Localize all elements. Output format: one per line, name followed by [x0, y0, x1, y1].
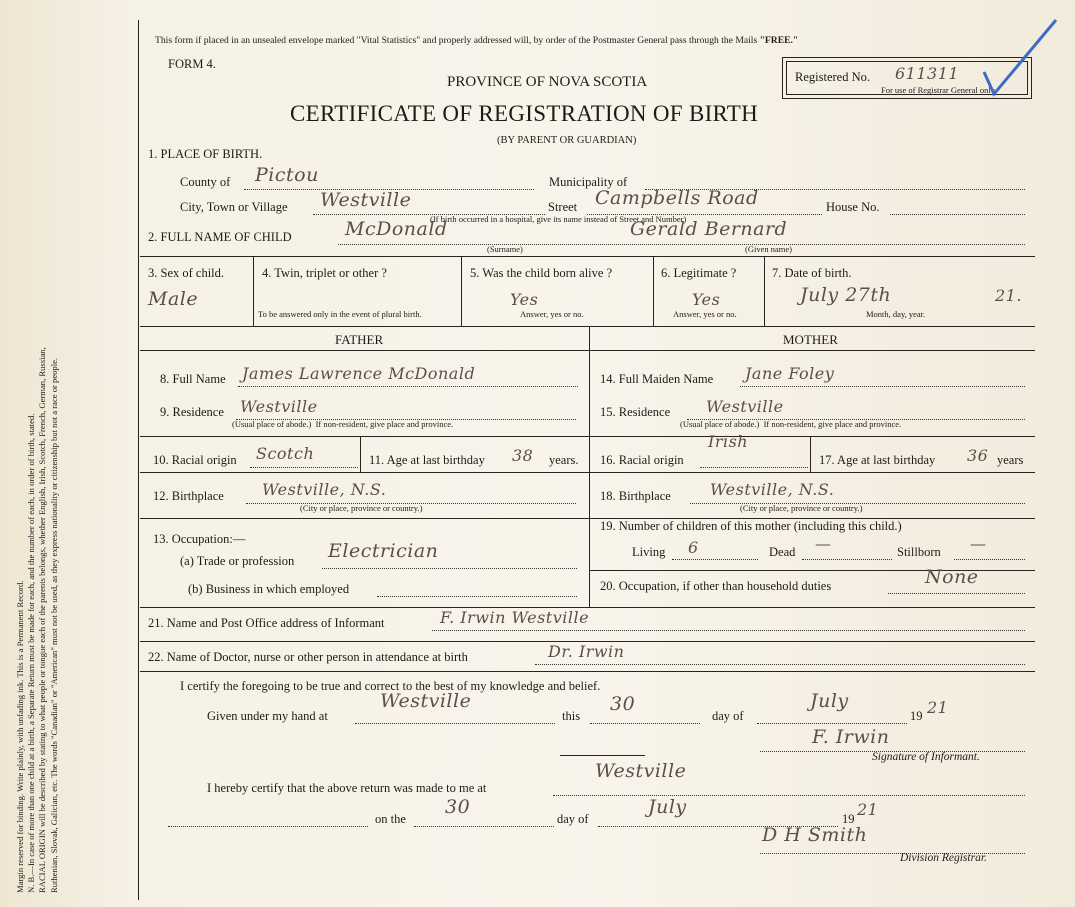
margin-rule	[138, 20, 139, 900]
envelope-note: This form if placed in an unsealed envelope marked "Vital Statistics" and properly addressed will, by order of the Postmaster General pass through the Mails "FREE."	[155, 35, 799, 46]
mother-years: years	[997, 453, 1024, 467]
father-residence-label: 9. Residence	[160, 405, 224, 419]
father-occupation-label: 13. Occupation:—	[153, 532, 246, 546]
living-value: 6	[688, 538, 699, 557]
legitimate-value: Yes	[692, 290, 721, 309]
registrar-statement: I hereby certify that the above return was made to me at	[207, 781, 487, 795]
father-racial-label: 10. Racial origin	[153, 453, 237, 467]
street-value: Campbells Road	[595, 187, 759, 209]
father-age-value: 38	[512, 446, 534, 465]
alive-note: Answer, yes or no.	[520, 309, 584, 319]
father-heading: FATHER	[335, 332, 384, 347]
given-month-value: July	[810, 690, 849, 712]
informant-label: 21. Name and Post Office address of Informant	[148, 616, 385, 630]
father-racial-value: Scotch	[256, 444, 315, 463]
given-note: (Given name)	[745, 244, 792, 254]
mother-occupation-value: None	[925, 566, 979, 588]
mother-racial-label: 16. Racial origin	[600, 453, 684, 467]
given-day-value: 30	[610, 693, 636, 715]
registered-label: Registered No.	[795, 70, 870, 84]
registrar-year-prefix: 19	[842, 812, 855, 826]
mother-name-label: 14. Full Maiden Name	[600, 372, 714, 386]
father-name-label: 8. Full Name	[160, 372, 226, 386]
twin-note: To be answered only in the event of plural birth.	[258, 309, 422, 319]
legitimate-note: Answer, yes or no.	[673, 309, 737, 319]
certificate-subtitle: (BY PARENT OR GUARDIAN)	[497, 135, 637, 146]
given-place-value: Westville	[380, 690, 472, 712]
margin-note-2: N. B.—In case of more than one child at a birth, a Separate Return must be made for each, and the number of each, in order of birth, stated.	[26, 413, 37, 893]
mother-racial-value: Irish	[708, 432, 749, 451]
stillborn-value: —	[970, 534, 987, 553]
trade-value: Electrician	[328, 540, 439, 562]
dob-value: July 27th	[800, 284, 892, 306]
certificate-title: CERTIFICATE OF REGISTRATION OF BIRTH	[290, 101, 759, 126]
dead-label: Dead	[769, 545, 796, 559]
dead-value: —	[815, 534, 832, 553]
mother-heading: MOTHER	[783, 332, 838, 347]
mother-birthplace-label: 18. Birthplace	[600, 489, 671, 503]
father-residence-value: Westville	[240, 397, 318, 416]
place-of-birth-label: 1. PLACE OF BIRTH.	[148, 147, 263, 161]
dob-label: 7. Date of birth.	[772, 266, 852, 280]
father-age-label: 11. Age at last birthday	[369, 453, 485, 467]
alive-value: Yes	[510, 290, 539, 309]
registered-number: 611311	[895, 64, 960, 83]
mother-occupation-label: 20. Occupation, if other than household duties	[600, 579, 832, 593]
doctor-value: Dr. Irwin	[548, 642, 625, 661]
child-name-label: 2. FULL NAME OF CHILD	[148, 230, 292, 244]
county-value: Pictou	[255, 164, 319, 186]
registrar-day-value: 30	[445, 796, 471, 818]
year-prefix: 19	[910, 709, 923, 723]
mother-abode-note: (Usual place of abode.) If non-resident, give place and province.	[680, 419, 902, 429]
mother-residence-label: 15. Residence	[600, 405, 671, 419]
father-years: years.	[549, 453, 579, 467]
trade-label: (a) Trade or profession	[180, 554, 295, 568]
alive-label: 5. Was the child born alive ?	[470, 266, 613, 280]
sex-label: 3. Sex of child.	[148, 266, 225, 280]
given-year-value: 21	[927, 698, 949, 717]
margin-note-1: Margin reserved for binding. Write plainly, with unfading ink. This is a Permanent Record.	[15, 580, 25, 893]
twin-label: 4. Twin, triplet or other ?	[262, 266, 387, 280]
father-name-value: James Lawrence McDonald	[242, 364, 476, 383]
informant-value: F. Irwin Westville	[440, 608, 590, 627]
registrar-month-value: July	[648, 796, 687, 818]
father-abode-note: (Usual place of abode.) If non-resident, give place and province.	[232, 419, 454, 429]
child-surname-value: McDonald	[345, 218, 448, 240]
free-mark: "FREE."	[759, 35, 799, 46]
registrar-place-value: Westville	[595, 760, 687, 782]
dayof-label: day of	[712, 709, 744, 723]
street-label: Street	[548, 200, 578, 214]
sex-value: Male	[148, 288, 199, 310]
business-label: (b) Business in which employed	[188, 582, 350, 596]
father-birthplace-note: (City or place, province or country.)	[300, 503, 423, 513]
registrar-signature: D H Smith	[762, 824, 868, 846]
province-heading: PROVINCE OF NOVA SCOTIA	[447, 74, 648, 90]
children-label: 19. Number of children of this mother (including this child.)	[600, 519, 902, 533]
form-number: FORM 4.	[168, 57, 216, 71]
dob-note: Month, day, year.	[866, 309, 926, 319]
registrar-dayof-label: day of	[557, 812, 589, 826]
registrar-title: Division Registrar.	[900, 852, 987, 864]
margin-note-3: RACIAL ORIGIN will be described by stating to what people or tongue each of the parents belongs, whether English, Irish, Scotch, French, German, Russian,	[37, 347, 48, 893]
surname-note: (Surname)	[487, 244, 523, 254]
city-value: Westville	[320, 189, 412, 211]
dob-year-value: 21.	[995, 286, 1022, 305]
doctor-label: 22. Name of Doctor, nurse or other person in attendance at birth	[148, 650, 468, 664]
this-label: this	[562, 709, 581, 723]
margin-notes	[15, 13, 60, 893]
mother-age-label: 17. Age at last birthday	[819, 453, 936, 467]
child-given-value: Gerald Bernard	[630, 218, 788, 240]
on-label: on the	[375, 812, 406, 826]
county-label: County of	[180, 175, 231, 189]
registrar-year-value: 21	[857, 800, 879, 819]
father-birthplace-value: Westville, N.S.	[262, 480, 387, 499]
mother-birthplace-value: Westville, N.S.	[710, 480, 835, 499]
registrar-use-note: For use of Registrar General only.	[881, 85, 997, 95]
margin-note-4: Ruthenian, Slovak, Galician, etc. The words "Canadian" or "American" must not be used, as they express nationality or citizenship but not a race or people.	[48, 357, 59, 893]
house-label: House No.	[826, 200, 880, 214]
hospital-note: (If birth occurred in a hospital, give its name instead of Street and Number)	[430, 214, 687, 224]
informant-signature: F. Irwin	[812, 726, 890, 748]
signature-label: Signature of Informant.	[872, 751, 980, 763]
living-label: Living	[632, 545, 666, 559]
check-mark-icon	[980, 16, 1060, 100]
given-label: Given under my hand at	[207, 709, 328, 723]
city-label: City, Town or Village	[180, 200, 288, 214]
mother-residence-value: Westville	[706, 397, 784, 416]
mother-age-value: 36	[967, 446, 989, 465]
mother-birthplace-note: (City or place, province or country.)	[740, 503, 863, 513]
father-birthplace-label: 12. Birthplace	[153, 489, 224, 503]
mother-name-value: Jane Foley	[745, 364, 835, 383]
certify-statement: I certify the foregoing to be true and correct to the best of my knowledge and belief.	[180, 679, 601, 693]
stillborn-label: Stillborn	[897, 545, 941, 559]
municipality-label: Municipality of	[549, 175, 628, 189]
legitimate-label: 6. Legitimate ?	[661, 266, 737, 280]
